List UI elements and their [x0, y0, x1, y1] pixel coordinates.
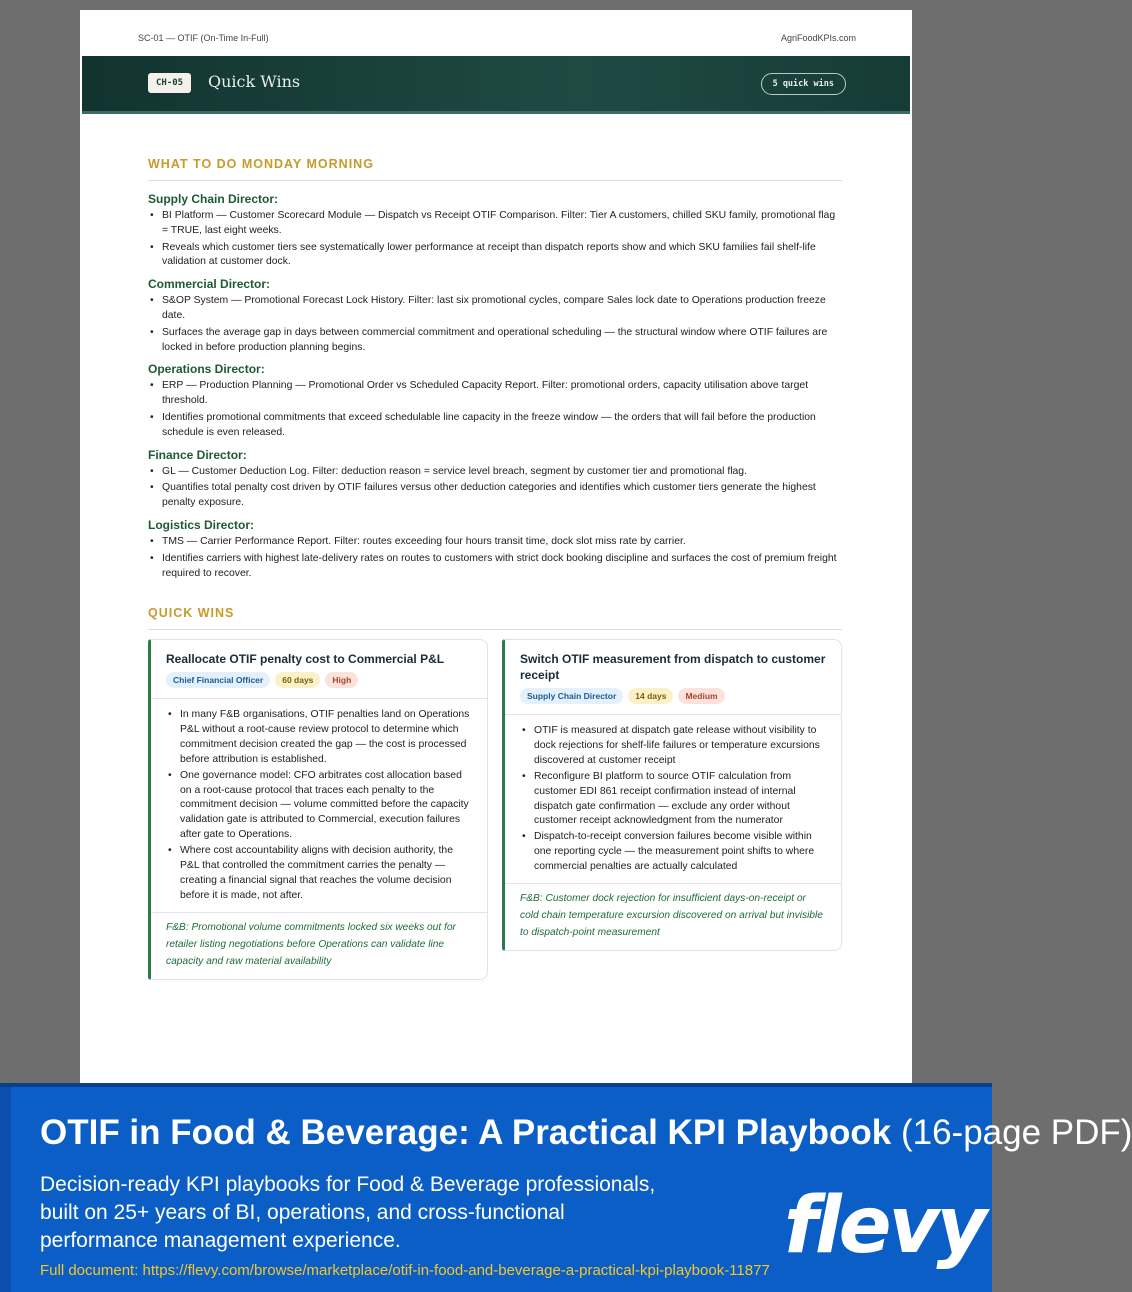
promo-banner [0, 1083, 1132, 1292]
card-header [151, 640, 487, 699]
card-body [505, 715, 841, 884]
role-heading: Supply Chain Director: [148, 192, 279, 206]
list-item: • TMS — Carrier Performance Report. Filter: routes exceeding four hours transit time, dock slot miss rate by carrier. [148, 535, 842, 550]
duration-tag: 60 days [275, 672, 320, 688]
card-tags [520, 688, 827, 704]
quick-win-card [502, 639, 842, 951]
list-item: • Surfaces the average gap in days between commercial commitment and operational scheduling — the structural window where OTIF failures are locked in before production planning begins. [148, 326, 842, 356]
list-item: • Quantifies total penalty cost driven by OTIF failures versus other deduction categories and identifies which customer tiers generate the highest penalty exposure. [148, 481, 842, 511]
document-page [80, 10, 912, 1090]
card-title: Switch OTIF measurement from dispatch to customer receipt [520, 652, 826, 682]
role-action-list [148, 465, 842, 511]
list-item: • Dispatch-to-receipt conversion failures become visible within one reporting cycle — the measurement point shifts to where commercial penalties are actually calculated [520, 830, 827, 875]
list-item: • Reveals which customer tiers see systematically lower performance at receipt than dispatch reports show and which SKU families fail shelf-life validation at customer dock. [148, 241, 842, 271]
banner-description: Decision-ready KPI playbooks for Food & Beverage professionals, built on 25+ years of BI, operations, and cross-functional performance management experience. [40, 1173, 656, 1252]
list-item: • Reconfigure BI platform to source OTIF calculation from customer EDI 861 receipt confirmation instead of internal dispatch gate confirmation — exclude any order without customer receipt acknowledgment from the numerator [520, 770, 827, 830]
list-item: • S&OP System — Promotional Forecast Lock History. Filter: last six promotional cycles, compare Sales lock date to Operations production freeze date. [148, 294, 842, 324]
owner-tag: Supply Chain Director [520, 688, 623, 704]
list-item: • Identifies carriers with highest late-delivery rates on routes to customers with strict dock booking discipline and surfaces the cost of premium freight required to recover. [148, 552, 842, 582]
full-document-link[interactable]: Full document: https://flevy.com/browse/marketplace/otif-in-food-and-beverage-a-practical-kpi-playbook-11877 [40, 1262, 770, 1279]
list-item: • Identifies promotional commitments that exceed schedulable line capacity in the freeze window — the orders that will fail before the production schedule is even released. [148, 411, 842, 441]
list-item: • BI Platform — Customer Scorecard Module — Dispatch vs Receipt OTIF Comparison. Filter: Tier A customers, chilled SKU family, promotional flag = TRUE, last eight weeks. [148, 209, 842, 239]
monday-actions [148, 192, 842, 583]
document-code: SC-01 — OTIF (On-Time In-Full) [138, 33, 269, 43]
card-note: F&B: Promotional volume commitments locked six weeks out for retailer listing negotiations before Operations can validate line capacity and raw material availability [166, 921, 456, 967]
card-title: Reallocate OTIF penalty cost to Commercial P&L [166, 652, 445, 666]
list-item: • Where cost accountability aligns with decision authority, the P&L that controlled the commitment carries the penalty — creating a financial signal that reaches the volume decision before it is made, not after. [166, 844, 473, 904]
role-heading: Commercial Director: [148, 277, 271, 292]
owner-tag: Chief Financial Officer [166, 672, 270, 688]
list-item: • ERP — Production Planning — Promotional Order vs Scheduled Capacity Report. Filter: promotional orders, capacity utilisation above target threshold. [148, 379, 842, 409]
chapter-badge: CH-05 [148, 73, 191, 93]
quick-wins-count-pill: 5 quick wins [761, 73, 846, 95]
quick-wins-section-title: QUICK WINS [148, 606, 842, 630]
banner-title-main: OTIF in Food & Beverage: A Practical KPI Playbook [40, 1113, 892, 1152]
quick-win-card [148, 639, 488, 980]
list-item: • One governance model: CFO arbitrates cost allocation based on a root-cause protocol that traces each penalty to the commitment decision — volume committed before the capacity validation gate is attributed to Commercial, execution failures after gate to Operations. [166, 769, 473, 844]
role-action-list [148, 379, 842, 440]
banner-edge [0, 1087, 11, 1292]
role-action-list [148, 294, 842, 355]
list-item: • OTIF is measured at dispatch gate release without visibility to dock rejections for shelf-life failures or temperature excursions discovered at customer receipt [520, 724, 827, 769]
role-heading: Logistics Director: [148, 517, 255, 532]
list-item: • In many F&B organisations, OTIF penalties land on Operations P&L without a root-cause review protocol to determine which commitment decision created the gap — the cost is processed before attribution is established. [166, 708, 473, 768]
site-name: AgriFoodKPIs.com [780, 33, 856, 43]
list-item: • GL — Customer Deduction Log. Filter: deduction reason = service level breach, segment by customer tier and promotional flag. [148, 465, 842, 480]
flevy-logo: flevy [784, 1181, 985, 1271]
chapter-band [82, 56, 910, 114]
monday-section-title: WHAT TO DO MONDAY MORNING [148, 157, 842, 181]
priority-tag: High [325, 672, 358, 688]
role-action-list [148, 209, 842, 270]
duration-tag: 14 days [628, 688, 673, 704]
card-header [505, 640, 841, 715]
card-tags [166, 672, 473, 688]
role-action-list [148, 535, 842, 581]
priority-tag: Medium [678, 688, 724, 704]
chapter-title: Quick Wins [208, 72, 301, 91]
role-heading: Finance Director: [148, 447, 247, 462]
banner-title-suffix: (16-page PDF) [900, 1113, 1132, 1152]
card-body [151, 699, 487, 913]
running-header [138, 33, 856, 47]
role-heading: Operations Director: [148, 362, 265, 377]
banner-title [40, 1113, 1132, 1153]
card-list [166, 708, 473, 904]
card-list [520, 724, 827, 875]
card-note: F&B: Customer dock rejection for insufficient days-on-receipt or cold chain temperature excursion discovered on arrival but invisible to dispatch-point measurement [520, 893, 823, 939]
